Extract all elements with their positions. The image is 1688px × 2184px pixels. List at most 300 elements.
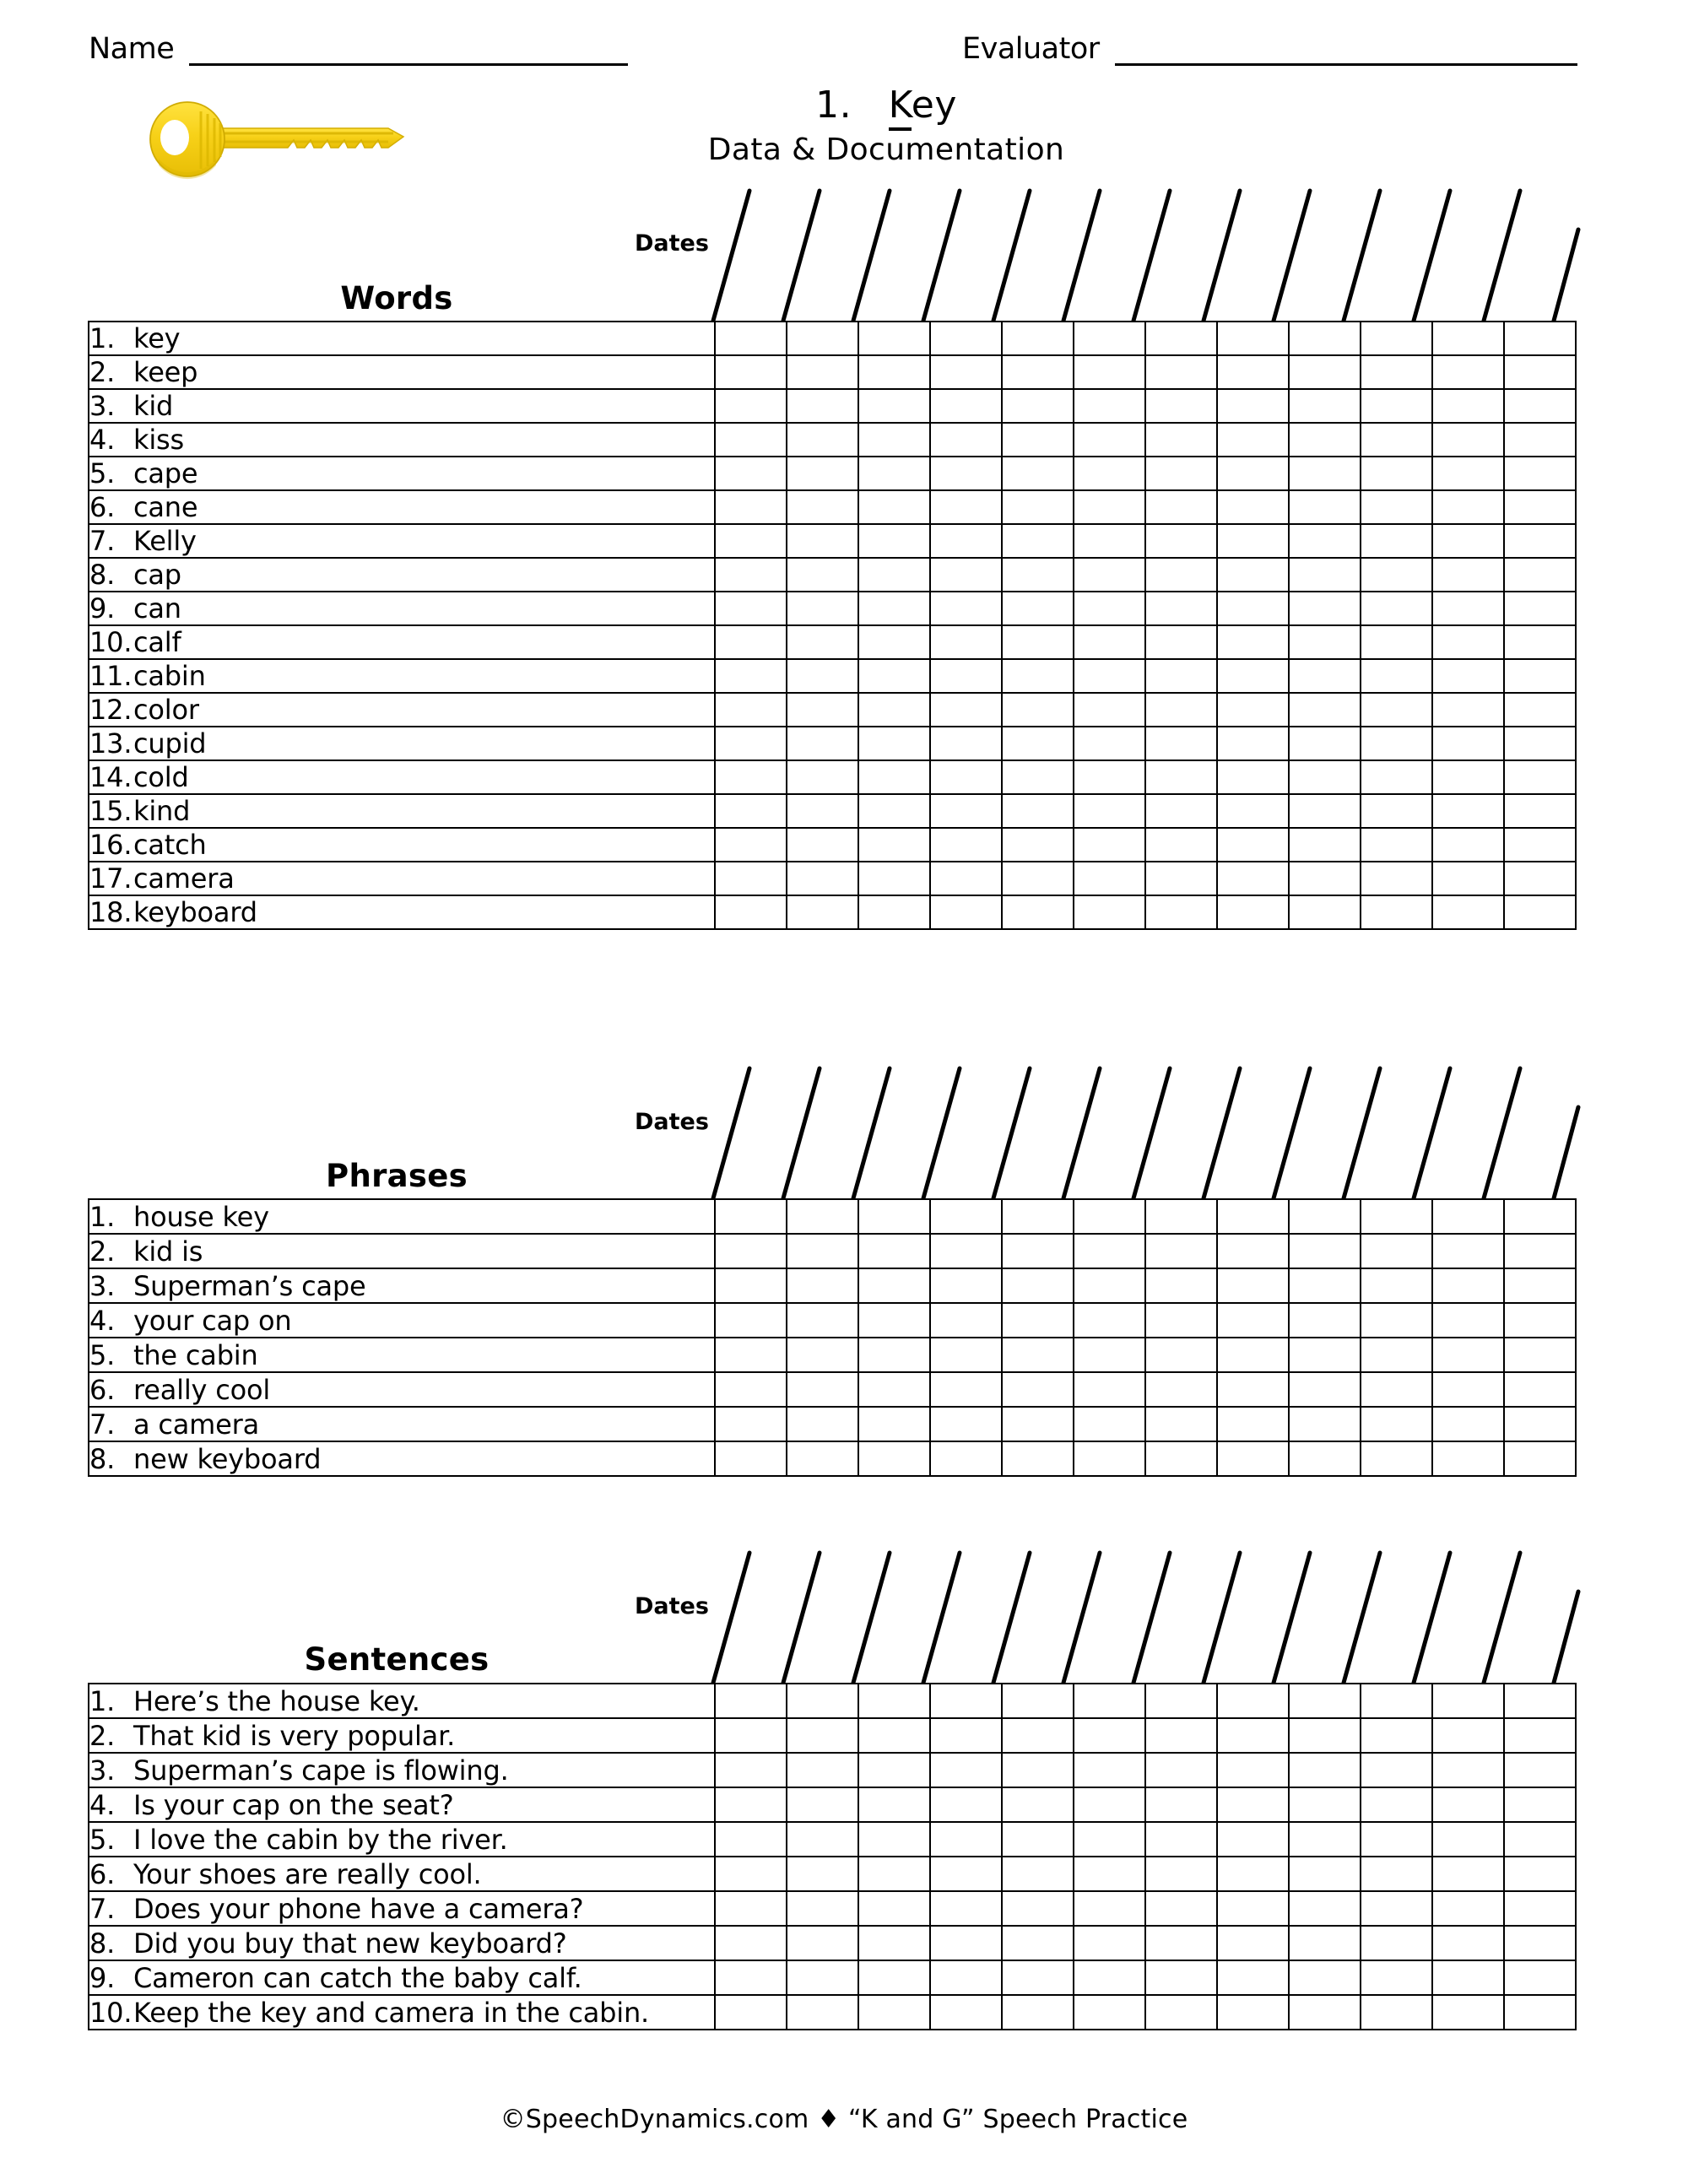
date-score-cell[interactable] — [787, 592, 858, 625]
date-score-cell[interactable] — [858, 727, 930, 760]
date-score-cell[interactable] — [1002, 389, 1074, 423]
date-score-cell[interactable] — [1432, 322, 1504, 355]
date-score-cell[interactable] — [1002, 1268, 1074, 1303]
date-score-cell[interactable] — [1145, 1753, 1217, 1787]
date-score-cell[interactable] — [858, 1787, 930, 1822]
date-score-cell[interactable] — [787, 558, 858, 592]
date-score-cell[interactable] — [1289, 389, 1361, 423]
date-score-cell[interactable] — [1145, 1822, 1217, 1857]
date-score-cell[interactable] — [1361, 322, 1432, 355]
date-score-cell[interactable] — [1289, 1684, 1361, 1718]
date-score-cell[interactable] — [930, 389, 1002, 423]
date-score-cell[interactable] — [787, 659, 858, 693]
date-score-cell[interactable] — [1074, 1407, 1145, 1441]
date-score-cell[interactable] — [858, 355, 930, 389]
date-score-cell[interactable] — [1145, 1926, 1217, 1960]
date-score-cell[interactable] — [1145, 1268, 1217, 1303]
date-score-cell[interactable] — [1432, 1684, 1504, 1718]
date-score-cell[interactable] — [1217, 592, 1289, 625]
date-score-cell[interactable] — [1217, 862, 1289, 895]
date-score-cell[interactable] — [715, 355, 787, 389]
date-score-cell[interactable] — [1361, 895, 1432, 929]
date-score-cell[interactable] — [1217, 1268, 1289, 1303]
date-score-cell[interactable] — [1002, 457, 1074, 490]
date-score-cell[interactable] — [1217, 1199, 1289, 1234]
date-score-cell[interactable] — [787, 1234, 858, 1268]
date-score-cell[interactable] — [930, 1995, 1002, 2030]
date-score-cell[interactable] — [715, 1926, 787, 1960]
date-score-cell[interactable] — [787, 895, 858, 929]
date-score-cell[interactable] — [1289, 862, 1361, 895]
date-score-cell[interactable] — [1002, 1857, 1074, 1891]
date-score-cell[interactable] — [1432, 524, 1504, 558]
date-score-cell[interactable] — [1217, 1891, 1289, 1926]
date-score-cell[interactable] — [715, 625, 787, 659]
date-score-cell[interactable] — [715, 558, 787, 592]
date-score-cell[interactable] — [715, 1303, 787, 1338]
date-score-cell[interactable] — [1145, 1199, 1217, 1234]
date-score-cell[interactable] — [1002, 760, 1074, 794]
date-score-cell[interactable] — [1217, 1338, 1289, 1372]
date-score-cell[interactable] — [1217, 794, 1289, 828]
date-score-cell[interactable] — [787, 1995, 858, 2030]
date-score-cell[interactable] — [787, 524, 858, 558]
date-score-cell[interactable] — [930, 828, 1002, 862]
date-score-cell[interactable] — [1217, 693, 1289, 727]
date-score-cell[interactable] — [1074, 895, 1145, 929]
date-score-cell[interactable] — [1145, 1684, 1217, 1718]
date-score-cell[interactable] — [1289, 659, 1361, 693]
date-score-cell[interactable] — [930, 490, 1002, 524]
date-score-cell[interactable] — [858, 490, 930, 524]
date-score-cell[interactable] — [858, 895, 930, 929]
date-score-cell[interactable] — [787, 355, 858, 389]
date-score-cell[interactable] — [1361, 592, 1432, 625]
date-score-cell[interactable] — [1002, 592, 1074, 625]
date-score-cell[interactable] — [715, 524, 787, 558]
date-score-cell[interactable] — [1217, 1234, 1289, 1268]
name-input-line[interactable] — [189, 35, 628, 66]
date-score-cell[interactable] — [1217, 389, 1289, 423]
date-score-cell[interactable] — [1145, 558, 1217, 592]
date-score-cell[interactable] — [930, 524, 1002, 558]
date-score-cell[interactable] — [1145, 862, 1217, 895]
date-score-cell[interactable] — [1074, 389, 1145, 423]
date-score-cell[interactable] — [1145, 1891, 1217, 1926]
date-score-cell[interactable] — [1074, 457, 1145, 490]
date-score-cell[interactable] — [1074, 1234, 1145, 1268]
date-score-cell[interactable] — [787, 1857, 858, 1891]
date-score-cell[interactable] — [1217, 490, 1289, 524]
date-score-cell[interactable] — [858, 524, 930, 558]
date-score-cell[interactable] — [1145, 1787, 1217, 1822]
date-score-cell[interactable] — [1361, 1338, 1432, 1372]
evaluator-input-line[interactable] — [1115, 35, 1577, 66]
date-score-cell[interactable] — [1145, 895, 1217, 929]
date-score-cell[interactable] — [1289, 1338, 1361, 1372]
date-score-cell[interactable] — [1217, 423, 1289, 457]
date-score-cell[interactable] — [715, 1718, 787, 1753]
date-score-cell[interactable] — [858, 1268, 930, 1303]
date-score-cell[interactable] — [1217, 828, 1289, 862]
date-score-cell[interactable] — [1361, 1891, 1432, 1926]
date-score-cell[interactable] — [1289, 592, 1361, 625]
date-score-cell[interactable] — [1432, 457, 1504, 490]
date-score-cell[interactable] — [1432, 1372, 1504, 1407]
date-score-cell[interactable] — [1145, 1441, 1217, 1476]
date-score-cell[interactable] — [1504, 1960, 1576, 1995]
date-score-cell[interactable] — [1074, 322, 1145, 355]
date-score-cell[interactable] — [1361, 1684, 1432, 1718]
date-score-cell[interactable] — [1217, 1995, 1289, 2030]
date-score-cell[interactable] — [1002, 828, 1074, 862]
date-score-cell[interactable] — [715, 1960, 787, 1995]
date-score-cell[interactable] — [1432, 490, 1504, 524]
date-score-cell[interactable] — [1002, 1822, 1074, 1857]
date-score-cell[interactable] — [787, 693, 858, 727]
date-score-cell[interactable] — [715, 1684, 787, 1718]
date-score-cell[interactable] — [858, 760, 930, 794]
date-score-cell[interactable] — [1432, 423, 1504, 457]
date-score-cell[interactable] — [1002, 423, 1074, 457]
date-score-cell[interactable] — [1289, 490, 1361, 524]
date-score-cell[interactable] — [930, 727, 1002, 760]
date-score-cell[interactable] — [858, 1303, 930, 1338]
date-score-cell[interactable] — [1002, 1753, 1074, 1787]
date-score-cell[interactable] — [1217, 1372, 1289, 1407]
date-score-cell[interactable] — [787, 1822, 858, 1857]
date-score-cell[interactable] — [1504, 1857, 1576, 1891]
date-score-cell[interactable] — [1432, 1303, 1504, 1338]
date-score-cell[interactable] — [1074, 524, 1145, 558]
date-score-cell[interactable] — [1217, 727, 1289, 760]
date-score-cell[interactable] — [1074, 355, 1145, 389]
date-score-cell[interactable] — [1002, 1891, 1074, 1926]
date-score-cell[interactable] — [1432, 659, 1504, 693]
date-score-cell[interactable] — [1217, 524, 1289, 558]
date-score-cell[interactable] — [1217, 895, 1289, 929]
date-score-cell[interactable] — [930, 1753, 1002, 1787]
date-score-cell[interactable] — [1432, 895, 1504, 929]
date-score-cell[interactable] — [1432, 1441, 1504, 1476]
date-score-cell[interactable] — [1074, 625, 1145, 659]
date-score-cell[interactable] — [1145, 592, 1217, 625]
date-score-cell[interactable] — [1217, 1926, 1289, 1960]
date-score-cell[interactable] — [1289, 727, 1361, 760]
date-score-cell[interactable] — [787, 1372, 858, 1407]
date-score-cell[interactable] — [1074, 693, 1145, 727]
date-score-cell[interactable] — [787, 1338, 858, 1372]
date-score-cell[interactable] — [1504, 895, 1576, 929]
date-score-cell[interactable] — [715, 1822, 787, 1857]
date-score-cell[interactable] — [1002, 862, 1074, 895]
date-score-cell[interactable] — [787, 1199, 858, 1234]
date-score-cell[interactable] — [1002, 1441, 1074, 1476]
date-score-cell[interactable] — [1432, 1822, 1504, 1857]
date-score-cell[interactable] — [1217, 558, 1289, 592]
date-score-cell[interactable] — [1217, 1822, 1289, 1857]
date-score-cell[interactable] — [1002, 1234, 1074, 1268]
date-score-cell[interactable] — [930, 625, 1002, 659]
date-score-cell[interactable] — [1504, 457, 1576, 490]
date-score-cell[interactable] — [1217, 1960, 1289, 1995]
date-score-cell[interactable] — [1504, 1718, 1576, 1753]
date-score-cell[interactable] — [1432, 1787, 1504, 1822]
date-score-cell[interactable] — [1432, 1753, 1504, 1787]
date-score-cell[interactable] — [1432, 558, 1504, 592]
date-score-cell[interactable] — [1002, 794, 1074, 828]
date-score-cell[interactable] — [1145, 693, 1217, 727]
date-score-cell[interactable] — [858, 1926, 930, 1960]
date-score-cell[interactable] — [715, 1753, 787, 1787]
date-score-cell[interactable] — [1002, 1407, 1074, 1441]
date-score-cell[interactable] — [1289, 1753, 1361, 1787]
date-score-cell[interactable] — [1145, 490, 1217, 524]
date-score-cell[interactable] — [1432, 625, 1504, 659]
date-score-cell[interactable] — [1361, 1407, 1432, 1441]
date-score-cell[interactable] — [1289, 1787, 1361, 1822]
date-score-cell[interactable] — [1361, 693, 1432, 727]
date-score-cell[interactable] — [1217, 1787, 1289, 1822]
date-score-cell[interactable] — [1217, 1753, 1289, 1787]
date-score-cell[interactable] — [930, 659, 1002, 693]
date-score-cell[interactable] — [1217, 322, 1289, 355]
date-score-cell[interactable] — [858, 592, 930, 625]
date-score-cell[interactable] — [1217, 760, 1289, 794]
date-score-cell[interactable] — [1289, 1268, 1361, 1303]
date-score-cell[interactable] — [1074, 1199, 1145, 1234]
date-score-cell[interactable] — [1074, 1753, 1145, 1787]
date-score-cell[interactable] — [1432, 1338, 1504, 1372]
date-score-cell[interactable] — [858, 659, 930, 693]
date-score-cell[interactable] — [1002, 1787, 1074, 1822]
date-score-cell[interactable] — [1145, 1718, 1217, 1753]
date-score-cell[interactable] — [715, 322, 787, 355]
date-score-cell[interactable] — [858, 322, 930, 355]
date-score-cell[interactable] — [1289, 693, 1361, 727]
date-score-cell[interactable] — [930, 693, 1002, 727]
date-score-cell[interactable] — [1002, 1199, 1074, 1234]
date-score-cell[interactable] — [1432, 592, 1504, 625]
date-score-cell[interactable] — [1361, 355, 1432, 389]
date-score-cell[interactable] — [715, 862, 787, 895]
date-score-cell[interactable] — [1289, 895, 1361, 929]
date-score-cell[interactable] — [1289, 1926, 1361, 1960]
date-score-cell[interactable] — [930, 1891, 1002, 1926]
date-score-cell[interactable] — [930, 355, 1002, 389]
date-score-cell[interactable] — [1361, 1753, 1432, 1787]
date-score-cell[interactable] — [858, 1199, 930, 1234]
date-score-cell[interactable] — [1361, 1199, 1432, 1234]
date-score-cell[interactable] — [930, 1441, 1002, 1476]
date-score-cell[interactable] — [930, 1684, 1002, 1718]
date-score-cell[interactable] — [1289, 423, 1361, 457]
date-score-cell[interactable] — [1504, 1753, 1576, 1787]
date-score-cell[interactable] — [1002, 490, 1074, 524]
date-score-cell[interactable] — [1002, 355, 1074, 389]
date-score-cell[interactable] — [930, 1787, 1002, 1822]
date-score-cell[interactable] — [1074, 490, 1145, 524]
date-score-cell[interactable] — [1504, 1199, 1576, 1234]
date-score-cell[interactable] — [858, 1372, 930, 1407]
date-score-cell[interactable] — [1002, 895, 1074, 929]
date-score-cell[interactable] — [1361, 794, 1432, 828]
date-score-cell[interactable] — [1002, 322, 1074, 355]
date-score-cell[interactable] — [1361, 1926, 1432, 1960]
date-score-cell[interactable] — [715, 1407, 787, 1441]
date-score-cell[interactable] — [858, 389, 930, 423]
date-score-cell[interactable] — [787, 1303, 858, 1338]
date-score-cell[interactable] — [787, 1926, 858, 1960]
date-score-cell[interactable] — [1289, 1303, 1361, 1338]
date-score-cell[interactable] — [930, 1960, 1002, 1995]
date-score-cell[interactable] — [858, 1960, 930, 1995]
date-score-cell[interactable] — [930, 1268, 1002, 1303]
date-score-cell[interactable] — [1217, 625, 1289, 659]
date-score-cell[interactable] — [1289, 524, 1361, 558]
date-score-cell[interactable] — [1504, 1822, 1576, 1857]
date-score-cell[interactable] — [1217, 1441, 1289, 1476]
date-score-cell[interactable] — [858, 1441, 930, 1476]
date-score-cell[interactable] — [1361, 727, 1432, 760]
date-score-cell[interactable] — [1145, 1338, 1217, 1372]
date-score-cell[interactable] — [715, 1995, 787, 2030]
date-score-cell[interactable] — [715, 693, 787, 727]
date-score-cell[interactable] — [1504, 760, 1576, 794]
date-score-cell[interactable] — [858, 1857, 930, 1891]
date-score-cell[interactable] — [715, 1372, 787, 1407]
date-score-cell[interactable] — [715, 659, 787, 693]
date-score-cell[interactable] — [1504, 1441, 1576, 1476]
date-score-cell[interactable] — [1074, 1857, 1145, 1891]
date-score-cell[interactable] — [1074, 794, 1145, 828]
date-score-cell[interactable] — [1361, 558, 1432, 592]
date-score-cell[interactable] — [1289, 625, 1361, 659]
date-score-cell[interactable] — [1074, 1718, 1145, 1753]
date-score-cell[interactable] — [1289, 1718, 1361, 1753]
date-score-cell[interactable] — [1432, 794, 1504, 828]
date-score-cell[interactable] — [1504, 1303, 1576, 1338]
date-score-cell[interactable] — [1361, 389, 1432, 423]
date-score-cell[interactable] — [1361, 1234, 1432, 1268]
date-score-cell[interactable] — [1504, 1372, 1576, 1407]
date-score-cell[interactable] — [1145, 625, 1217, 659]
date-score-cell[interactable] — [1504, 1407, 1576, 1441]
date-score-cell[interactable] — [787, 1684, 858, 1718]
date-score-cell[interactable] — [787, 1407, 858, 1441]
date-score-cell[interactable] — [1074, 1995, 1145, 2030]
date-score-cell[interactable] — [1289, 1995, 1361, 2030]
date-score-cell[interactable] — [1361, 1718, 1432, 1753]
date-score-cell[interactable] — [930, 322, 1002, 355]
date-score-cell[interactable] — [858, 558, 930, 592]
date-score-cell[interactable] — [1504, 862, 1576, 895]
date-score-cell[interactable] — [858, 1684, 930, 1718]
date-score-cell[interactable] — [930, 1303, 1002, 1338]
date-score-cell[interactable] — [858, 828, 930, 862]
date-score-cell[interactable] — [930, 1926, 1002, 1960]
date-score-cell[interactable] — [1432, 693, 1504, 727]
date-score-cell[interactable] — [1361, 828, 1432, 862]
date-score-cell[interactable] — [1074, 1787, 1145, 1822]
date-score-cell[interactable] — [1432, 1995, 1504, 2030]
date-score-cell[interactable] — [1074, 1303, 1145, 1338]
date-score-cell[interactable] — [1074, 1891, 1145, 1926]
date-score-cell[interactable] — [715, 592, 787, 625]
date-score-cell[interactable] — [715, 1787, 787, 1822]
date-score-cell[interactable] — [1504, 389, 1576, 423]
date-score-cell[interactable] — [1145, 1995, 1217, 2030]
date-score-cell[interactable] — [1504, 1268, 1576, 1303]
date-score-cell[interactable] — [930, 1857, 1002, 1891]
date-score-cell[interactable] — [1432, 828, 1504, 862]
date-score-cell[interactable] — [1002, 558, 1074, 592]
date-score-cell[interactable] — [1289, 355, 1361, 389]
date-score-cell[interactable] — [1504, 524, 1576, 558]
date-score-cell[interactable] — [858, 1407, 930, 1441]
date-score-cell[interactable] — [715, 828, 787, 862]
date-score-cell[interactable] — [787, 1960, 858, 1995]
date-score-cell[interactable] — [930, 760, 1002, 794]
date-score-cell[interactable] — [1074, 1960, 1145, 1995]
date-score-cell[interactable] — [787, 1718, 858, 1753]
date-score-cell[interactable] — [1074, 1268, 1145, 1303]
date-score-cell[interactable] — [715, 727, 787, 760]
date-score-cell[interactable] — [858, 1338, 930, 1372]
date-score-cell[interactable] — [930, 592, 1002, 625]
date-score-cell[interactable] — [1074, 423, 1145, 457]
date-score-cell[interactable] — [787, 1787, 858, 1822]
date-score-cell[interactable] — [1074, 1926, 1145, 1960]
date-score-cell[interactable] — [1432, 389, 1504, 423]
date-score-cell[interactable] — [787, 322, 858, 355]
date-score-cell[interactable] — [1002, 1372, 1074, 1407]
date-score-cell[interactable] — [1289, 760, 1361, 794]
date-score-cell[interactable] — [1361, 1995, 1432, 2030]
date-score-cell[interactable] — [787, 1268, 858, 1303]
date-score-cell[interactable] — [858, 1822, 930, 1857]
date-score-cell[interactable] — [715, 1441, 787, 1476]
date-score-cell[interactable] — [1002, 1960, 1074, 1995]
date-score-cell[interactable] — [715, 1268, 787, 1303]
date-score-cell[interactable] — [1504, 490, 1576, 524]
date-score-cell[interactable] — [930, 862, 1002, 895]
date-score-cell[interactable] — [1289, 558, 1361, 592]
date-score-cell[interactable] — [1504, 1995, 1576, 2030]
date-score-cell[interactable] — [1361, 1822, 1432, 1857]
date-score-cell[interactable] — [858, 625, 930, 659]
date-score-cell[interactable] — [1217, 659, 1289, 693]
date-score-cell[interactable] — [1289, 1960, 1361, 1995]
date-score-cell[interactable] — [858, 1753, 930, 1787]
date-score-cell[interactable] — [787, 1441, 858, 1476]
date-score-cell[interactable] — [1145, 423, 1217, 457]
date-score-cell[interactable] — [930, 1822, 1002, 1857]
date-score-cell[interactable] — [1361, 760, 1432, 794]
date-score-cell[interactable] — [1002, 524, 1074, 558]
date-score-cell[interactable] — [1289, 1234, 1361, 1268]
date-score-cell[interactable] — [715, 1857, 787, 1891]
date-score-cell[interactable] — [858, 1718, 930, 1753]
date-score-cell[interactable] — [1504, 322, 1576, 355]
date-score-cell[interactable] — [1145, 794, 1217, 828]
date-score-cell[interactable] — [1145, 727, 1217, 760]
date-score-cell[interactable] — [1074, 727, 1145, 760]
date-score-cell[interactable] — [1002, 1718, 1074, 1753]
date-score-cell[interactable] — [1289, 322, 1361, 355]
date-score-cell[interactable] — [1504, 727, 1576, 760]
date-score-cell[interactable] — [1289, 1857, 1361, 1891]
